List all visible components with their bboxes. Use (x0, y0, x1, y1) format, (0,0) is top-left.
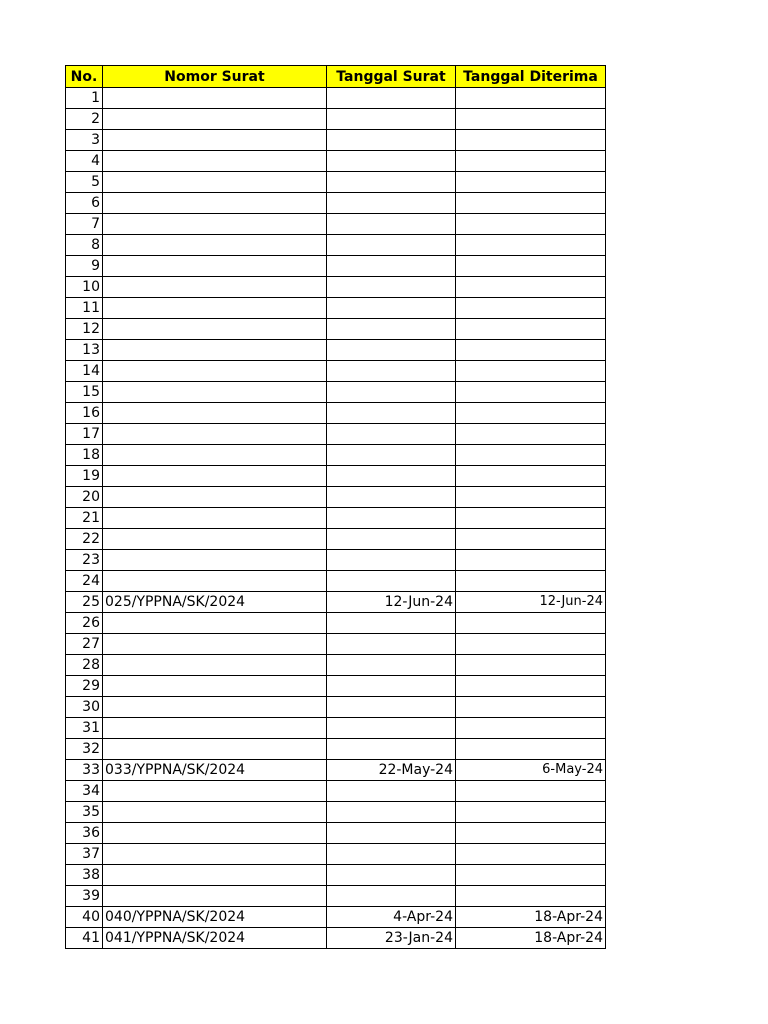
cell-tanggal-surat[interactable] (327, 193, 456, 214)
cell-tanggal-surat[interactable] (327, 277, 456, 298)
table-row (66, 739, 606, 760)
cell-no[interactable]: 9 (66, 256, 103, 277)
cell-tanggal-diterima[interactable] (456, 697, 606, 718)
cell-tanggal-diterima[interactable]: 12-Jun-24 (456, 592, 606, 613)
cell-no[interactable]: 40 (66, 907, 103, 928)
cell-tanggal-diterima[interactable] (456, 571, 606, 592)
cell-nomor-surat[interactable] (103, 697, 327, 718)
cell-nomor-surat[interactable]: 040/YPPNA/SK/2024 (103, 907, 327, 928)
cell-tanggal-diterima[interactable] (456, 193, 606, 214)
table-row (66, 151, 606, 172)
cell-no[interactable]: 13 (66, 340, 103, 361)
cell-tanggal-surat[interactable] (327, 151, 456, 172)
cell-no[interactable]: 2 (66, 109, 103, 130)
cell-no[interactable]: 8 (66, 235, 103, 256)
cell-nomor-surat[interactable] (103, 319, 327, 340)
cell-tanggal-diterima[interactable] (456, 781, 606, 802)
cell-tanggal-diterima[interactable] (456, 340, 606, 361)
cell-tanggal-diterima[interactable] (456, 277, 606, 298)
cell-no[interactable]: 37 (66, 844, 103, 865)
cell-nomor-surat[interactable]: 025/YPPNA/SK/2024 (103, 592, 327, 613)
cell-tanggal-diterima[interactable] (456, 445, 606, 466)
table-row (66, 109, 606, 130)
cell-nomor-surat[interactable] (103, 403, 327, 424)
cell-nomor-surat[interactable] (103, 613, 327, 634)
cell-tanggal-diterima[interactable] (456, 634, 606, 655)
cell-no[interactable]: 18 (66, 445, 103, 466)
cell-nomor-surat[interactable] (103, 781, 327, 802)
cell-tanggal-diterima[interactable] (456, 865, 606, 886)
cell-tanggal-diterima[interactable] (456, 844, 606, 865)
cell-nomor-surat[interactable] (103, 739, 327, 760)
cell-nomor-surat[interactable] (103, 88, 327, 109)
cell-no[interactable]: 24 (66, 571, 103, 592)
cell-tanggal-surat[interactable]: 12-Jun-24 (327, 592, 456, 613)
table-row (66, 907, 606, 928)
table-body (66, 88, 606, 949)
cell-tanggal-surat[interactable] (327, 445, 456, 466)
cell-tanggal-surat[interactable]: 22-May-24 (327, 760, 456, 781)
cell-no[interactable]: 31 (66, 718, 103, 739)
cell-nomor-surat[interactable]: 041/YPPNA/SK/2024 (103, 928, 327, 949)
cell-tanggal-surat[interactable] (327, 382, 456, 403)
table-row (66, 865, 606, 886)
cell-tanggal-surat[interactable] (327, 550, 456, 571)
table-row (66, 382, 606, 403)
cell-tanggal-surat[interactable] (327, 214, 456, 235)
header-no[interactable]: No. (66, 66, 103, 88)
table-row (66, 214, 606, 235)
table-row (66, 487, 606, 508)
cell-no[interactable]: 36 (66, 823, 103, 844)
cell-no[interactable]: 32 (66, 739, 103, 760)
header-row (66, 66, 606, 88)
cell-no[interactable]: 23 (66, 550, 103, 571)
table-row (66, 424, 606, 445)
cell-tanggal-diterima[interactable] (456, 508, 606, 529)
cell-no[interactable]: 3 (66, 130, 103, 151)
cell-nomor-surat[interactable] (103, 508, 327, 529)
cell-nomor-surat[interactable] (103, 193, 327, 214)
cell-tanggal-diterima[interactable] (456, 802, 606, 823)
table-row (66, 277, 606, 298)
cell-tanggal-surat[interactable] (327, 130, 456, 151)
cell-no[interactable]: 38 (66, 865, 103, 886)
table-row (66, 529, 606, 550)
table-row (66, 403, 606, 424)
cell-nomor-surat[interactable] (103, 634, 327, 655)
header-nomor-surat[interactable]: Nomor Surat (103, 66, 327, 88)
cell-no[interactable]: 26 (66, 613, 103, 634)
cell-nomor-surat[interactable] (103, 844, 327, 865)
cell-tanggal-diterima[interactable] (456, 151, 606, 172)
cell-tanggal-diterima[interactable] (456, 319, 606, 340)
table-row (66, 319, 606, 340)
table-row (66, 466, 606, 487)
cell-no[interactable]: 41 (66, 928, 103, 949)
cell-nomor-surat[interactable] (103, 550, 327, 571)
cell-tanggal-surat[interactable] (327, 655, 456, 676)
table-row (66, 823, 606, 844)
cell-tanggal-diterima[interactable] (456, 529, 606, 550)
cell-nomor-surat[interactable] (103, 655, 327, 676)
cell-tanggal-surat[interactable] (327, 886, 456, 907)
cell-nomor-surat[interactable] (103, 718, 327, 739)
table-row (66, 844, 606, 865)
cell-tanggal-diterima[interactable] (456, 235, 606, 256)
cell-tanggal-diterima[interactable] (456, 823, 606, 844)
cell-no[interactable]: 11 (66, 298, 103, 319)
cell-nomor-surat[interactable] (103, 151, 327, 172)
cell-tanggal-diterima[interactable] (456, 886, 606, 907)
cell-tanggal-surat[interactable] (327, 634, 456, 655)
cell-no[interactable]: 21 (66, 508, 103, 529)
cell-no[interactable]: 19 (66, 466, 103, 487)
table-row (66, 571, 606, 592)
cell-tanggal-diterima[interactable] (456, 403, 606, 424)
cell-tanggal-surat[interactable] (327, 256, 456, 277)
cell-tanggal-surat[interactable] (327, 697, 456, 718)
cell-no[interactable]: 15 (66, 382, 103, 403)
table-row (66, 445, 606, 466)
cell-nomor-surat[interactable] (103, 571, 327, 592)
table-row (66, 361, 606, 382)
table-row (66, 88, 606, 109)
header-tanggal-diterima[interactable]: Tanggal Diterima (456, 66, 606, 88)
cell-tanggal-diterima[interactable]: 6-May-24 (456, 760, 606, 781)
table-row (66, 193, 606, 214)
table-row (66, 634, 606, 655)
cell-no[interactable]: 27 (66, 634, 103, 655)
cell-nomor-surat[interactable]: 033/YPPNA/SK/2024 (103, 760, 327, 781)
cell-tanggal-surat[interactable] (327, 529, 456, 550)
cell-tanggal-diterima[interactable] (456, 256, 606, 277)
cell-tanggal-diterima[interactable] (456, 718, 606, 739)
table-row (66, 781, 606, 802)
letter-register-table (65, 65, 606, 949)
cell-nomor-surat[interactable] (103, 214, 327, 235)
cell-tanggal-surat[interactable] (327, 508, 456, 529)
cell-tanggal-surat[interactable] (327, 823, 456, 844)
cell-nomor-surat[interactable] (103, 529, 327, 550)
table-row (66, 256, 606, 277)
cell-no[interactable]: 29 (66, 676, 103, 697)
cell-tanggal-surat[interactable] (327, 865, 456, 886)
cell-tanggal-diterima[interactable] (456, 214, 606, 235)
cell-tanggal-surat[interactable] (327, 781, 456, 802)
table-row (66, 340, 606, 361)
cell-tanggal-surat[interactable] (327, 88, 456, 109)
cell-tanggal-surat[interactable] (327, 613, 456, 634)
cell-tanggal-surat[interactable] (327, 466, 456, 487)
cell-tanggal-surat[interactable]: 4-Apr-24 (327, 907, 456, 928)
cell-tanggal-surat[interactable] (327, 739, 456, 760)
cell-tanggal-surat[interactable] (327, 844, 456, 865)
cell-tanggal-surat[interactable] (327, 172, 456, 193)
table-row (66, 760, 606, 781)
cell-nomor-surat[interactable] (103, 172, 327, 193)
cell-nomor-surat[interactable] (103, 256, 327, 277)
cell-tanggal-surat[interactable] (327, 109, 456, 130)
cell-tanggal-diterima[interactable] (456, 739, 606, 760)
cell-nomor-surat[interactable] (103, 466, 327, 487)
cell-tanggal-diterima[interactable]: 18-Apr-24 (456, 907, 606, 928)
table-row (66, 235, 606, 256)
cell-tanggal-surat[interactable] (327, 319, 456, 340)
cell-tanggal-surat[interactable] (327, 361, 456, 382)
cell-tanggal-surat[interactable] (327, 802, 456, 823)
cell-no[interactable]: 39 (66, 886, 103, 907)
cell-no[interactable]: 22 (66, 529, 103, 550)
cell-nomor-surat[interactable] (103, 277, 327, 298)
cell-tanggal-surat[interactable] (327, 424, 456, 445)
cell-no[interactable]: 30 (66, 697, 103, 718)
table-row (66, 298, 606, 319)
table-row (66, 886, 606, 907)
cell-tanggal-diterima[interactable] (456, 613, 606, 634)
table-row (66, 130, 606, 151)
cell-nomor-surat[interactable] (103, 424, 327, 445)
table-row (66, 550, 606, 571)
header-tanggal-surat[interactable]: Tanggal Surat (327, 66, 456, 88)
cell-no[interactable]: 7 (66, 214, 103, 235)
table-row (66, 928, 606, 949)
cell-nomor-surat[interactable] (103, 109, 327, 130)
cell-tanggal-surat[interactable] (327, 487, 456, 508)
table-row (66, 655, 606, 676)
cell-tanggal-diterima[interactable] (456, 550, 606, 571)
cell-nomor-surat[interactable] (103, 445, 327, 466)
table-row (66, 613, 606, 634)
cell-tanggal-diterima[interactable] (456, 382, 606, 403)
cell-no[interactable]: 33 (66, 760, 103, 781)
cell-no[interactable]: 14 (66, 361, 103, 382)
cell-no[interactable]: 12 (66, 319, 103, 340)
cell-tanggal-diterima[interactable] (456, 109, 606, 130)
table-row (66, 172, 606, 193)
cell-nomor-surat[interactable] (103, 886, 327, 907)
cell-nomor-surat[interactable] (103, 382, 327, 403)
table-row (66, 508, 606, 529)
cell-tanggal-diterima[interactable] (456, 676, 606, 697)
cell-no[interactable]: 16 (66, 403, 103, 424)
cell-nomor-surat[interactable] (103, 235, 327, 256)
cell-nomor-surat[interactable] (103, 130, 327, 151)
cell-tanggal-diterima[interactable] (456, 424, 606, 445)
cell-no[interactable]: 28 (66, 655, 103, 676)
cell-no[interactable]: 35 (66, 802, 103, 823)
table-row (66, 676, 606, 697)
cell-nomor-surat[interactable] (103, 676, 327, 697)
cell-nomor-surat[interactable] (103, 298, 327, 319)
table-row (66, 697, 606, 718)
cell-nomor-surat[interactable] (103, 823, 327, 844)
cell-nomor-surat[interactable] (103, 487, 327, 508)
cell-tanggal-diterima[interactable] (456, 88, 606, 109)
cell-tanggal-diterima[interactable] (456, 361, 606, 382)
cell-no[interactable]: 10 (66, 277, 103, 298)
cell-no[interactable]: 20 (66, 487, 103, 508)
cell-tanggal-surat[interactable] (327, 403, 456, 424)
cell-no[interactable]: 5 (66, 172, 103, 193)
cell-tanggal-diterima[interactable] (456, 298, 606, 319)
cell-tanggal-diterima[interactable] (456, 487, 606, 508)
cell-no[interactable]: 6 (66, 193, 103, 214)
cell-no[interactable]: 4 (66, 151, 103, 172)
cell-no[interactable]: 17 (66, 424, 103, 445)
cell-tanggal-diterima[interactable] (456, 466, 606, 487)
cell-tanggal-surat[interactable] (327, 718, 456, 739)
cell-no[interactable]: 25 (66, 592, 103, 613)
cell-nomor-surat[interactable] (103, 361, 327, 382)
table-row (66, 802, 606, 823)
cell-tanggal-surat[interactable] (327, 571, 456, 592)
cell-nomor-surat[interactable] (103, 340, 327, 361)
cell-tanggal-surat[interactable]: 23-Jan-24 (327, 928, 456, 949)
cell-tanggal-surat[interactable] (327, 235, 456, 256)
cell-nomor-surat[interactable] (103, 865, 327, 886)
cell-tanggal-diterima[interactable] (456, 655, 606, 676)
table-row (66, 718, 606, 739)
cell-nomor-surat[interactable] (103, 802, 327, 823)
cell-tanggal-diterima[interactable] (456, 130, 606, 151)
cell-tanggal-diterima[interactable]: 18-Apr-24 (456, 928, 606, 949)
cell-tanggal-surat[interactable] (327, 676, 456, 697)
cell-tanggal-surat[interactable] (327, 298, 456, 319)
table-row (66, 592, 606, 613)
cell-no[interactable]: 1 (66, 88, 103, 109)
cell-no[interactable]: 34 (66, 781, 103, 802)
cell-tanggal-surat[interactable] (327, 340, 456, 361)
cell-tanggal-diterima[interactable] (456, 172, 606, 193)
